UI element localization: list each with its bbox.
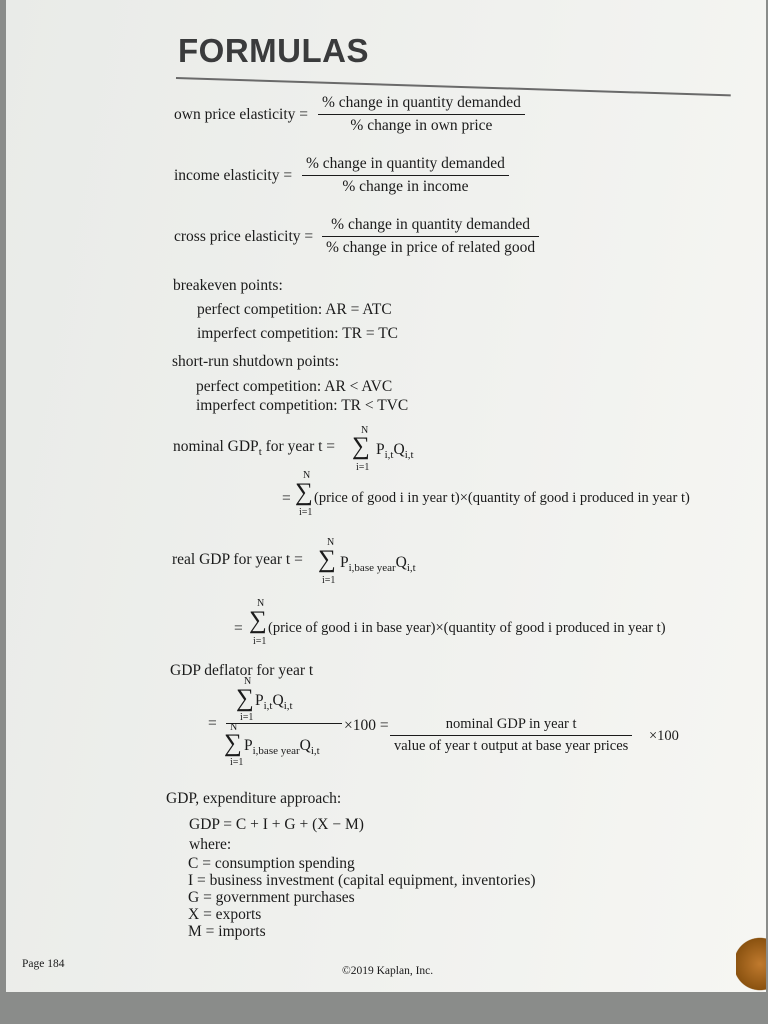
thumb-shadow bbox=[736, 936, 766, 992]
cross-price-elasticity-fraction bbox=[322, 216, 539, 257]
page-title: FORMULAS bbox=[178, 32, 369, 69]
nominal-gdp-eq: = bbox=[282, 490, 291, 507]
fraction-numerator: % change in quantity demanded bbox=[322, 216, 539, 237]
shutdown-perfect: perfect competition: AR < AVC bbox=[196, 378, 393, 395]
own-price-elasticity-fraction bbox=[318, 94, 525, 135]
deflator-times100-eq: ×100 = bbox=[344, 717, 389, 734]
real-gdp-term: $P_{i,base year}Q_{i,t}$ bbox=[340, 554, 416, 575]
sum-upper-limit: N bbox=[327, 537, 335, 548]
page-number: Page 184 bbox=[22, 958, 65, 970]
summation-icon: ∑ bbox=[236, 685, 254, 712]
summation-icon: ∑ bbox=[249, 607, 267, 634]
definition-consumption: C = consumption spending bbox=[188, 855, 355, 872]
sum-upper-limit: N bbox=[257, 598, 265, 609]
breakeven-imperfect: imperfect competition: TR = TC bbox=[197, 325, 399, 342]
fraction-denominator: % change in own price bbox=[350, 117, 493, 134]
fraction-denominator: value of year t output at base year prices bbox=[394, 738, 629, 754]
definition-exports: X = exports bbox=[188, 906, 262, 923]
fraction-denominator: % change in income bbox=[342, 178, 469, 195]
breakeven-heading: breakeven points: bbox=[173, 277, 283, 294]
definition-government: G = government purchases bbox=[188, 889, 355, 906]
sum-lower-limit: i=1 bbox=[253, 636, 267, 647]
definition-investment: I = business investment (capital equipment, inventories) bbox=[188, 872, 536, 889]
sum-lower-limit: i=1 bbox=[322, 575, 336, 586]
real-gdp-lhs: real GDP for year t = bbox=[172, 551, 303, 568]
breakeven-perfect: perfect competition: AR = ATC bbox=[197, 301, 392, 318]
sum-lower-limit: i=1 bbox=[356, 462, 370, 473]
own-price-elasticity-lhs: own price elasticity = bbox=[174, 106, 308, 123]
fraction-numerator: % change in quantity demanded bbox=[302, 155, 509, 176]
document-page bbox=[6, 0, 766, 992]
gdp-deflator-heading: GDP deflator for year t bbox=[170, 662, 314, 679]
sum-upper-limit: N bbox=[244, 676, 252, 687]
summation-icon: ∑ bbox=[295, 479, 313, 506]
deflator-denominator: $P_{i,base year}Q_{i,t}$ bbox=[244, 737, 320, 758]
fraction-denominator: % change in price of related good bbox=[326, 239, 536, 256]
deflator-nominal-real-fraction bbox=[390, 716, 632, 755]
summation-icon: ∑ bbox=[224, 730, 242, 757]
nominal-gdp-lhs: nominal $GDP_t$ for year t = bbox=[173, 438, 336, 459]
shutdown-heading: short-run shutdown points: bbox=[172, 353, 340, 370]
sum-lower-limit: i=1 bbox=[230, 757, 244, 768]
definition-imports: M = imports bbox=[188, 923, 266, 940]
nominal-gdp-term: $P_{i,t}Q_{i,t}$ bbox=[376, 441, 414, 462]
sum-upper-limit: N bbox=[303, 470, 311, 481]
deflator-numerator: $P_{i,t}Q_{i,t}$ bbox=[255, 692, 293, 713]
summation-icon: ∑ bbox=[352, 433, 370, 460]
copyright: ©2019 Kaplan, Inc. bbox=[342, 965, 434, 977]
income-elasticity-lhs: income elasticity = bbox=[174, 167, 293, 184]
shutdown-imperfect: imperfect competition: TR < TVC bbox=[196, 397, 409, 414]
fraction-numerator: nominal GDP in year t bbox=[390, 716, 632, 736]
real-gdp-eq: = bbox=[234, 620, 243, 637]
nominal-gdp-expansion: (price of good i in year t)×(quantity of good i produced in year t) bbox=[314, 490, 690, 506]
expenditure-formula: GDP = C + I + G + (X − M) bbox=[189, 816, 364, 833]
real-gdp-expansion: (price of good i in base year)×(quantity of good i produced in year t) bbox=[268, 620, 666, 636]
fraction-bar bbox=[226, 723, 342, 724]
sum-upper-limit: N bbox=[230, 722, 238, 733]
expenditure-where: where: bbox=[189, 836, 232, 853]
deflator-eq: = bbox=[208, 715, 217, 732]
deflator-times100: ×100 bbox=[649, 728, 679, 744]
sum-lower-limit: i=1 bbox=[240, 712, 254, 723]
cross-price-elasticity-lhs: cross price elasticity = bbox=[174, 228, 314, 245]
sum-lower-limit: i=1 bbox=[299, 507, 313, 518]
fraction-numerator: % change in quantity demanded bbox=[318, 94, 525, 115]
income-elasticity-fraction bbox=[302, 155, 509, 196]
summation-icon: ∑ bbox=[318, 546, 336, 573]
expenditure-heading: GDP, expenditure approach: bbox=[166, 790, 342, 807]
sum-upper-limit: N bbox=[361, 425, 369, 436]
